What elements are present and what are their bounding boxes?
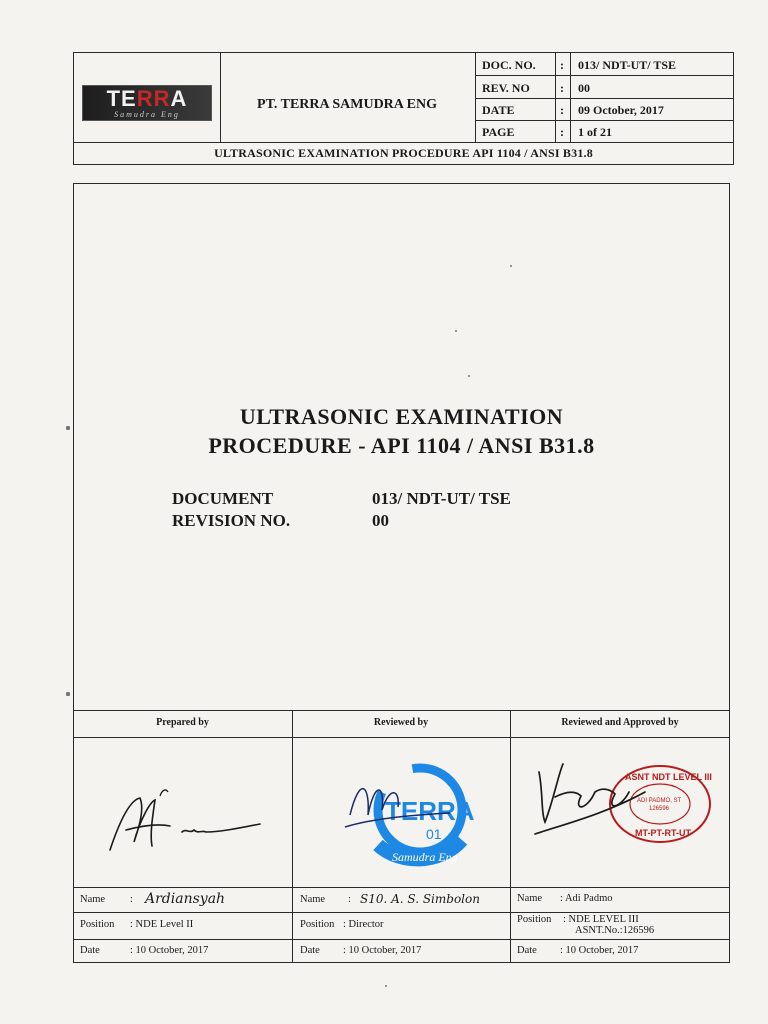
- preparer-date-label: Date: [80, 945, 100, 956]
- svg-text:126596: 126596: [649, 806, 670, 812]
- svg-text:Samudra Eng: Samudra Eng: [392, 850, 458, 864]
- signature-date-line: [73, 939, 730, 940]
- header-title: ULTRASONIC EXAMINATION PROCEDURE API 1104 / ANSI B31.8: [214, 146, 593, 160]
- cover-title-line1: ULTRASONIC EXAMINATION: [239, 404, 564, 429]
- reviewer-date-label: Date: [300, 945, 320, 956]
- reviewer-name-label: Name: [300, 894, 326, 905]
- svg-text:MT-PT-RT-UT: MT-PT-RT-UT: [635, 828, 691, 838]
- reviewer-date-value: : 10 October, 2017: [343, 945, 422, 956]
- scan-speck: [385, 985, 387, 987]
- header-divider-label: [555, 52, 556, 142]
- preparer-position-label: Position: [80, 919, 115, 930]
- colon: :: [560, 58, 564, 72]
- document-value: 013/ NDT-UT/ TSE: [372, 489, 511, 508]
- rev-no-label: REV. NO: [482, 81, 530, 95]
- signature-heading-line: [73, 737, 730, 738]
- scan-speck: [455, 330, 457, 332]
- scan-speck: [510, 265, 512, 267]
- scan-speck: [66, 426, 70, 430]
- rev-no-value: 00: [578, 81, 590, 95]
- colon: :: [348, 894, 351, 905]
- header-row-line: [475, 98, 734, 99]
- approver-name-label: Name: [517, 893, 543, 904]
- approver-date-label: Date: [517, 945, 537, 956]
- signature-col-divider: [292, 710, 293, 963]
- signature-col-divider: [510, 710, 511, 963]
- document-label: DOCUMENT: [172, 489, 274, 508]
- revision-value: 00: [372, 511, 389, 530]
- approver-position-label: Position: [517, 914, 552, 925]
- reviewed-by-heading: Reviewed by: [373, 717, 429, 728]
- scan-speck: [468, 375, 470, 377]
- colon: :: [130, 894, 133, 905]
- date-label: DATE: [482, 103, 515, 117]
- doc-no-label: DOC. NO.: [482, 58, 536, 72]
- page-value: 1 of 21: [578, 125, 612, 139]
- preparer-name-value: Ardiansyah: [145, 891, 226, 907]
- company-stamp: [330, 755, 490, 875]
- prepared-by-heading: Prepared by: [156, 717, 209, 728]
- preparer-position-value: : NDE Level II: [130, 919, 194, 930]
- header-title-line: [73, 142, 734, 143]
- reviewer-position-value: : Director: [343, 919, 384, 930]
- header-row-line: [475, 120, 734, 121]
- header-divider-logo: [220, 52, 221, 142]
- terra-logo: TERRA Samudra Eng: [82, 85, 212, 121]
- preparer-signature: [100, 780, 270, 860]
- page-label: PAGE: [482, 125, 515, 139]
- signature-position-line: [73, 912, 730, 913]
- colon: :: [560, 81, 564, 95]
- approver-position-value: : NDE LEVEL III: [563, 914, 639, 925]
- company-name: PT. TERRA SAMUDRA ENG: [257, 97, 437, 112]
- svg-text:ADI PADMO, ST: ADI PADMO, ST: [637, 798, 682, 804]
- preparer-date-value: : 10 October, 2017: [130, 945, 209, 956]
- date-value: 09 October, 2017: [578, 103, 664, 117]
- svg-text:ASNT NDT LEVEL III: ASNT NDT LEVEL III: [625, 772, 712, 782]
- reviewer-position-label: Position: [300, 919, 335, 930]
- reviewer-name-value: S10. A. S. Simbolon: [360, 892, 480, 906]
- scan-speck: [66, 692, 70, 696]
- colon: :: [560, 125, 564, 139]
- doc-no-value: 013/ NDT-UT/ TSE: [578, 58, 677, 72]
- approver-name-value: : Adi Padmo: [560, 893, 613, 904]
- approved-by-heading: Reviewed and Approved by: [561, 717, 679, 728]
- approver-date-value: : 10 October, 2017: [560, 945, 639, 956]
- signature-name-line: [73, 887, 730, 888]
- header-row-line: [475, 75, 734, 76]
- approver-asnt-number: ASNT.No.:126596: [575, 925, 655, 936]
- preparer-name-label: Name: [80, 894, 106, 905]
- signature-table-top: [73, 710, 730, 711]
- header-divider-colon: [570, 52, 571, 142]
- revision-label: REVISION NO.: [172, 511, 291, 530]
- colon: :: [560, 103, 564, 117]
- svg-text:TERRA: TERRA: [385, 796, 475, 826]
- header-divider-company: [475, 52, 476, 142]
- level-three-stamp: [525, 752, 725, 862]
- cover-title-line2: PROCEDURE - API 1104 / ANSI B31.8: [208, 433, 595, 458]
- svg-text:01: 01: [426, 826, 442, 842]
